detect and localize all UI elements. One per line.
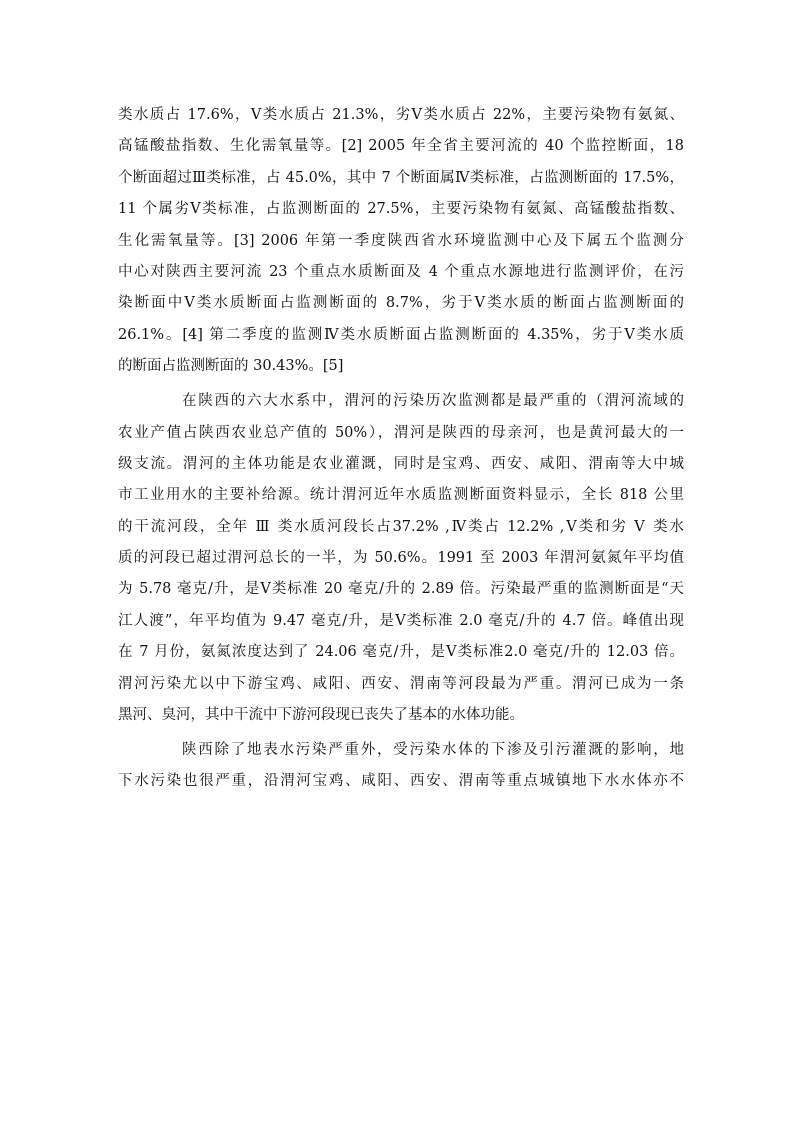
text-line: 质的河段已超过渭河总长的一半，为 50.6%。1991 至 2003 年渭河氨氮年平均值 [118,550,684,567]
text-line: 在陕西的六大水系中，渭河的污染历次监测都是最严重的（渭河流域的 [182,393,684,410]
text-line: 江人渡”，年平均值为 9.47 毫克/升，是Ⅴ类标准 2.0 毫克/升的 4.7 倍。峰值出现 [118,612,684,629]
text-line: 农业产值占陕西农业总产值的 50%），渭河是陕西的母亲河，也是黄河最大的一 [118,424,684,441]
text-line: 个断面超过Ⅲ类标准，占 45.0%，其中 7 个断面属Ⅳ类标准，占监测断面的 17.5%， [118,169,684,186]
text-line: 黑河、臭河，其中干流中下游河段现已丧失了基本的水体功能。 [118,707,524,724]
text-line: 类水质占 17.6%，Ⅴ类水质占 21.3%，劣Ⅴ类水质占 22%，主要污染物有氨氮、 [118,107,684,123]
text-line: 级支流。渭河的主体功能是农业灌溉，同时是宝鸡、西安、咸阳、渭南等大中城 [118,455,684,472]
text-line: 生化需氧量等。[3] 2006 年第一季度陕西省水环境监测中心及下属五个监测分 [118,232,684,249]
paragraph-2 [118,386,684,731]
body-text [118,100,684,798]
text-line: 的干流河段，全年 Ⅲ 类水质河段长占37.2% ,Ⅳ类占 12.2% ,Ⅴ类和劣 Ⅴ 类水 [118,518,684,535]
text-line: 中心对陕西主要河流 23 个重点水质断面及 4 个重点水源地进行监测评价，在污 [118,263,684,280]
text-line: 渭河污染尤以中下游宝鸡、咸阳、西安、渭南等河段最为严重。渭河已成为一条 [118,675,684,692]
paragraph-1 [118,100,684,383]
text-line: 26.1%。[4] 第二季度的监测Ⅳ类水质断面占监测断面的 4.35%，劣于Ⅴ类水质 [118,326,684,343]
text-line: 下水污染也很严重，沿渭河宝鸡、咸阳、西安、渭南等重点城镇地下水水体亦不 [118,773,684,790]
text-line: 为 5.78 毫克/升，是Ⅴ类标准 20 毫克/升的 2.89 倍。污染最严重的监测断面是“天 [118,581,684,598]
paragraph-3 [118,735,684,798]
text-line: 高锰酸盐指数、生化需氧量等。[2] 2005 年全省主要河流的 40 个监控断面，18 [118,138,684,155]
text-line: 陕西除了地表水污染严重外，受污染水体的下渗及引污灌溉的影响，地 [182,742,684,758]
text-line: 11 个属劣Ⅴ类标准，占监测断面的 27.5%，主要污染物有氨氮、高锰酸盐指数、 [118,201,684,218]
text-line: 的断面占监测断面的 30.43%。[5] [118,358,344,375]
text-line: 市工业用水的主要补给源。统计渭河近年水质监测断面资料显示，全长 818 公里 [118,487,684,504]
text-line: 染断面中Ⅴ类水质断面占监测断面的 8.7%，劣于Ⅴ类水质的断面占监测断面的 [118,295,684,312]
text-line: 在 7 月份，氨氮浓度达到了 24.06 毫克/升，是Ⅴ类标准2.0 毫克/升的 12.03 倍。 [118,644,684,661]
